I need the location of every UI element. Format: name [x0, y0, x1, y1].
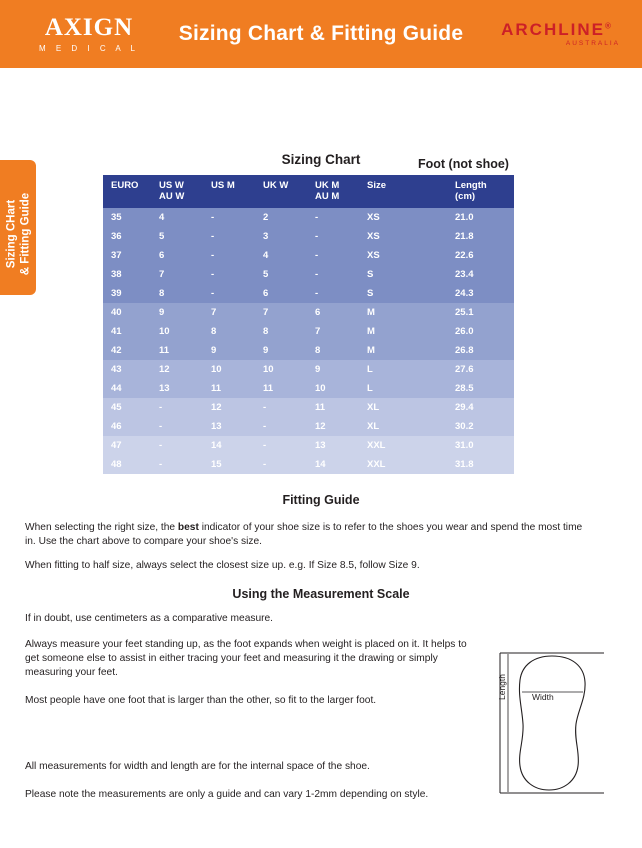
cell-euro: 44	[103, 379, 151, 398]
fitting-p1-pre: When selecting the right size, the	[25, 522, 178, 533]
cell-size: L	[359, 360, 437, 379]
cell-ukw: -	[255, 436, 307, 455]
cell-usw: 10	[151, 322, 203, 341]
side-tab-line1: Sizing CHart	[5, 199, 17, 269]
cell-length: 30.2	[437, 417, 514, 436]
cell-euro: 40	[103, 303, 151, 322]
cell-ukw: -	[255, 455, 307, 474]
column-header-ukm	[307, 175, 359, 208]
cell-ukm: 14	[307, 455, 359, 474]
cell-ukm: 13	[307, 436, 359, 455]
cell-size: XL	[359, 398, 437, 417]
cell-usw: -	[151, 455, 203, 474]
table-row	[103, 303, 514, 322]
cell-usm: 14	[203, 436, 255, 455]
column-header-euro: EURO	[103, 175, 151, 208]
cell-size: M	[359, 341, 437, 360]
measurement-paragraph-2: Always measure your feet standing up, as the foot expands when weight is placed on it. It helps to get someone else to assist in either tracing your feet and measuring it the drawing or simply measuring your feet.	[25, 639, 467, 678]
fitting-p1-bold: best	[177, 522, 199, 533]
cell-usw: 4	[151, 208, 203, 227]
cell-usw: 7	[151, 265, 203, 284]
cell-length: 31.8	[437, 455, 514, 474]
cell-usm: 7	[203, 303, 255, 322]
cell-usm: -	[203, 265, 255, 284]
table-row	[103, 341, 514, 360]
table-row	[103, 360, 514, 379]
column-header-length-line1: Length	[455, 180, 487, 191]
cell-size: M	[359, 303, 437, 322]
cell-usw: 13	[151, 379, 203, 398]
fitting-p1-post: indicator of your shoe size is to refer to the shoes you wear and spend the most time in. Use the chart above to compare your shoe's size.	[25, 522, 583, 547]
measurement-scale-title: Using the Measurement Scale	[232, 587, 410, 601]
cell-usm: -	[203, 284, 255, 303]
cell-ukw: 9	[255, 341, 307, 360]
cell-length: 28.5	[437, 379, 514, 398]
table-row	[103, 246, 514, 265]
column-header-size: Size	[359, 175, 437, 208]
fitting-guide-title: Fitting Guide	[282, 493, 360, 507]
table-row	[103, 455, 514, 474]
sizing-table	[103, 175, 514, 474]
archline-subtitle: AUSTRALIA	[565, 40, 620, 47]
table-row	[103, 398, 514, 417]
cell-size: XL	[359, 417, 437, 436]
cell-usw: 9	[151, 303, 203, 322]
column-header-length-line2: (cm)	[455, 191, 476, 202]
cell-ukw: 10	[255, 360, 307, 379]
table-row	[103, 208, 514, 227]
diagram-width-label: Width	[532, 692, 554, 702]
cell-ukm: 11	[307, 398, 359, 417]
sizing-chart-title: Sizing Chart	[281, 152, 361, 167]
cell-euro: 38	[103, 265, 151, 284]
column-header-ukw: UK W	[255, 175, 307, 208]
archline-logo	[482, 21, 642, 47]
cell-euro: 48	[103, 455, 151, 474]
cell-euro: 42	[103, 341, 151, 360]
measurement-paragraph-1: If in doubt, use centimeters as a comparative measure.	[25, 613, 274, 624]
table-row	[103, 227, 514, 246]
cell-euro: 35	[103, 208, 151, 227]
fitting-paragraph-2: When fitting to half size, always select the closest size up. e.g. If Size 8.5, follow Size 9.	[25, 560, 420, 571]
cell-length: 21.8	[437, 227, 514, 246]
archline-wordmark	[482, 21, 632, 38]
table-row	[103, 265, 514, 284]
cell-size: XXL	[359, 455, 437, 474]
cell-usw: 6	[151, 246, 203, 265]
axign-logo	[0, 15, 160, 53]
cell-ukw: 2	[255, 208, 307, 227]
foot-not-shoe-note: Foot (not shoe)	[418, 157, 509, 171]
cell-ukw: -	[255, 417, 307, 436]
cell-euro: 46	[103, 417, 151, 436]
cell-euro: 37	[103, 246, 151, 265]
cell-ukw: 5	[255, 265, 307, 284]
cell-length: 26.8	[437, 341, 514, 360]
table-row	[103, 379, 514, 398]
cell-usw: 11	[151, 341, 203, 360]
measurement-paragraph-4: All measurements for width and length are for the internal space of the shoe.	[25, 761, 370, 772]
cell-usw: -	[151, 417, 203, 436]
cell-size: L	[359, 379, 437, 398]
cell-size: XS	[359, 208, 437, 227]
axign-wordmark: AXIGN	[44, 14, 134, 41]
cell-length: 23.4	[437, 265, 514, 284]
cell-ukm: 10	[307, 379, 359, 398]
cell-ukm: 8	[307, 341, 359, 360]
axign-subtitle: M E D I C A L	[38, 44, 139, 53]
table-row	[103, 417, 514, 436]
foot-outline-path	[519, 656, 585, 790]
cell-length: 24.3	[437, 284, 514, 303]
column-header-length	[437, 175, 514, 208]
cell-length: 27.6	[437, 360, 514, 379]
column-header-ukm-line2: AU M	[315, 191, 340, 202]
diagram-length-label: Length	[497, 674, 507, 700]
cell-usm: -	[203, 227, 255, 246]
cell-ukw: 8	[255, 322, 307, 341]
cell-ukm: -	[307, 227, 359, 246]
cell-ukm: -	[307, 208, 359, 227]
cell-ukw: 4	[255, 246, 307, 265]
cell-usm: 8	[203, 322, 255, 341]
cell-usm: 13	[203, 417, 255, 436]
cell-ukw: 6	[255, 284, 307, 303]
cell-size: S	[359, 284, 437, 303]
column-header-usw	[151, 175, 203, 208]
table-row	[103, 436, 514, 455]
cell-length: 25.1	[437, 303, 514, 322]
cell-usw: 12	[151, 360, 203, 379]
cell-usw: -	[151, 436, 203, 455]
cell-ukm: 6	[307, 303, 359, 322]
cell-ukm: 7	[307, 322, 359, 341]
cell-ukm: -	[307, 265, 359, 284]
side-tab-line2: & Fitting Guide	[19, 192, 31, 276]
registered-mark-icon: ®	[604, 21, 613, 31]
cell-usw: 8	[151, 284, 203, 303]
cell-size: XS	[359, 246, 437, 265]
cell-euro: 41	[103, 322, 151, 341]
measurement-paragraph-5: Please note the measurements are only a guide and can vary 1-2mm depending on style.	[25, 789, 429, 800]
cell-ukw: 7	[255, 303, 307, 322]
table-row	[103, 284, 514, 303]
column-header-ukm-line1: UK M	[315, 180, 340, 191]
cell-size: S	[359, 265, 437, 284]
cell-usm: -	[203, 246, 255, 265]
cell-size: XS	[359, 227, 437, 246]
measurement-paragraph-3: Most people have one foot that is larger than the other, so fit to the larger foot.	[25, 695, 377, 706]
cell-length: 21.0	[437, 208, 514, 227]
cell-euro: 43	[103, 360, 151, 379]
archline-text: ARCHLINE	[501, 20, 605, 39]
cell-length: 26.0	[437, 322, 514, 341]
page-title: Sizing Chart & Fitting Guide	[178, 22, 464, 45]
column-header-usw-line1: US W	[159, 180, 184, 191]
cell-euro: 39	[103, 284, 151, 303]
cell-euro: 47	[103, 436, 151, 455]
cell-size: M	[359, 322, 437, 341]
cell-length: 22.6	[437, 246, 514, 265]
cell-ukm: 9	[307, 360, 359, 379]
cell-size: XXL	[359, 436, 437, 455]
cell-ukm: 12	[307, 417, 359, 436]
cell-ukw: -	[255, 398, 307, 417]
cell-length: 29.4	[437, 398, 514, 417]
fitting-paragraph-1	[25, 521, 595, 549]
cell-ukw: 3	[255, 227, 307, 246]
cell-usw: -	[151, 398, 203, 417]
cell-usm: 10	[203, 360, 255, 379]
table-row	[103, 322, 514, 341]
column-header-usm: US M	[203, 175, 255, 208]
cell-usw: 5	[151, 227, 203, 246]
cell-ukm: -	[307, 246, 359, 265]
cell-usm: 9	[203, 341, 255, 360]
cell-usm: 15	[203, 455, 255, 474]
side-tab-label	[4, 167, 32, 302]
cell-ukw: 11	[255, 379, 307, 398]
cell-usm: 11	[203, 379, 255, 398]
foot-outline-diagram	[492, 648, 612, 798]
side-tab	[0, 160, 36, 295]
cell-usm: 12	[203, 398, 255, 417]
table-header-row	[103, 175, 514, 208]
cell-length: 31.0	[437, 436, 514, 455]
cell-ukm: -	[307, 284, 359, 303]
cell-usm: -	[203, 208, 255, 227]
cell-euro: 36	[103, 227, 151, 246]
column-header-usw-line2: AU W	[159, 191, 185, 202]
page-header	[0, 0, 642, 68]
cell-euro: 45	[103, 398, 151, 417]
